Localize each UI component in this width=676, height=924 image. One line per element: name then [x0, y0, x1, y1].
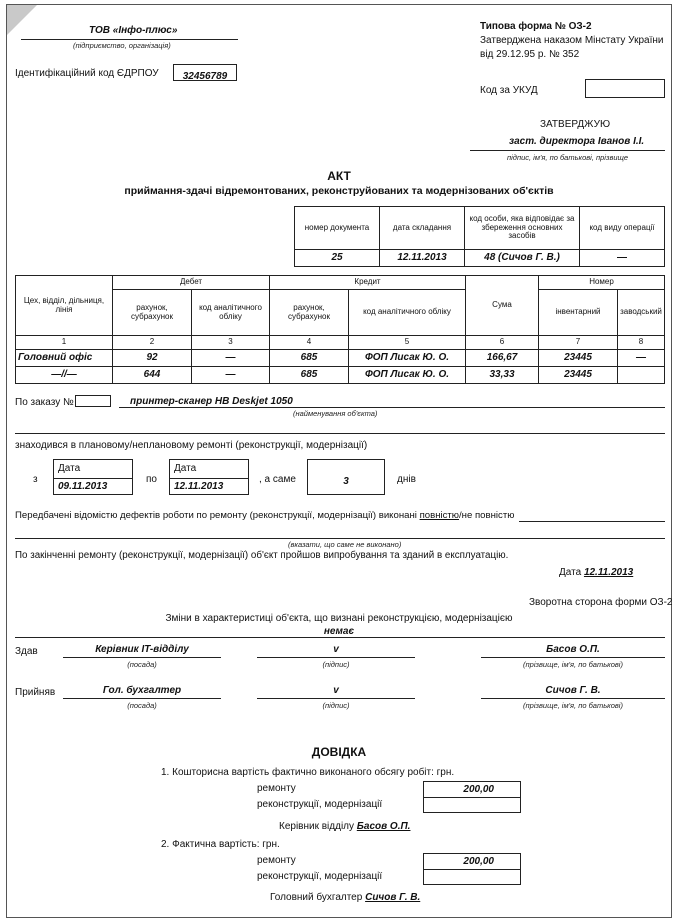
period-from-date: 09.11.2013 [58, 481, 108, 492]
table-cell: Головний офіс [16, 350, 113, 367]
handed-name: Басов О.П. [546, 644, 600, 655]
handed-sign-caption: (підпис) [322, 660, 350, 669]
reference-accountant-name: Сичов Г. В. [365, 892, 421, 903]
col-num: 5 [349, 336, 466, 350]
docinfo-number: 25 [295, 250, 380, 267]
accepted-sign: v [333, 685, 339, 696]
date-line [559, 567, 633, 578]
defects-caption: (вказати, що саме не виконано) [288, 540, 402, 549]
handed-name-caption: (прізвище, ім'я, по батькові) [523, 660, 623, 669]
period-from-field[interactable] [53, 459, 133, 495]
table-row [16, 367, 665, 384]
reference-head [279, 821, 410, 832]
accepted-name: Сичов Г. В. [545, 685, 601, 696]
reference-repair-label: ремонту [257, 783, 296, 794]
col-num: 8 [618, 336, 665, 350]
period-days-field[interactable] [307, 459, 385, 495]
reference-head-name: Басов О.П. [356, 821, 411, 832]
sum-header: Сума [466, 276, 539, 336]
docinfo-date: 12.11.2013 [380, 250, 465, 267]
reference-value2: 200,00 [463, 856, 494, 867]
debit-header: Дебет [113, 276, 270, 290]
table-cell: ФОП Лисак Ю. О. [349, 367, 466, 384]
act-title: АКТ [327, 169, 351, 183]
date-line-label: Дата [559, 567, 582, 578]
approve-title: ЗАТВЕРДЖУЮ [540, 119, 611, 130]
accepted-label: Прийняв [15, 687, 56, 698]
period-to-date-label: Дата [174, 463, 197, 474]
act-form-page [6, 4, 672, 918]
repair-text: знаходився в плановому/неплановому ремонті (реконструкції, модернізації) [15, 440, 368, 451]
table-cell [618, 367, 665, 384]
approve-caption: підпис, ім'я, по батькові, прізвище [507, 153, 629, 162]
form-date: від 29.12.95 р. № 352 [480, 49, 580, 60]
period-from-date-label: Дата [58, 463, 81, 474]
credit-account-header: рахунок, субрахунок [270, 290, 349, 336]
edrpou-field[interactable] [173, 64, 237, 81]
table-cell: ФОП Лисак Ю. О. [349, 350, 466, 367]
table-cell: 92 [113, 350, 192, 367]
table-cell: — [192, 350, 270, 367]
reference-recon-label-2: реконструкції, модернізації [257, 871, 383, 882]
docinfo-person: 48 (Сичов Г. В.) [465, 250, 580, 267]
period-to-field[interactable] [169, 459, 249, 495]
table-cell: 685 [270, 350, 349, 367]
table-cell: 23445 [539, 367, 618, 384]
period-to-label: по [146, 474, 157, 485]
form-approved: Затверджена наказом Мінстату України [480, 35, 664, 46]
accepted-position-caption: (посада) [127, 701, 157, 710]
accepted-position: Гол. бухгалтер [102, 685, 182, 696]
handed-sign: v [333, 644, 339, 655]
order-object: принтер-сканер HB Deskjet 1050 [130, 396, 293, 407]
order-number-field[interactable] [75, 395, 111, 407]
reference-value1: 200,00 [463, 784, 494, 795]
table-cell: 644 [113, 367, 192, 384]
col-num: 6 [466, 336, 539, 350]
completion-text: По закінченні ремонту (реконструкції, модернізації) об'єкт пройшов випробування та зданий в експлуатацію. [15, 550, 509, 561]
handed-position: Керівник IT-відділу [95, 644, 189, 655]
approve-person: заст. директора Іванов І.І. [509, 136, 645, 147]
reference-value2-field[interactable] [423, 853, 521, 885]
period-days-label: днів [397, 474, 416, 485]
act-subtitle: приймання-здачі відремонтованих, реконструйованих та модернізованих об'єктів [124, 185, 554, 197]
docinfo-header-operation: код виду операції [580, 207, 665, 250]
handed-position-caption: (посада) [127, 660, 157, 669]
reference-value1-field[interactable] [423, 781, 521, 813]
changes-value: немає [323, 626, 355, 637]
docinfo-header-person: код особи, яка відповідає за збереження основних засобів [465, 207, 580, 250]
table-cell: — [192, 367, 270, 384]
credit-header: Кредит [270, 276, 466, 290]
changes-text: Зміни в характеристиці об'єкта, що визнані реконструкцією, модернізацією [165, 613, 513, 624]
reference-title: ДОВІДКА [311, 745, 367, 759]
defects-line [15, 510, 514, 521]
reverse-side-label: Зворотна сторона форми ОЗ-2 [529, 597, 673, 608]
edrpou-value: 32456789 [182, 71, 228, 82]
accepted-name-caption: (прізвище, ім'я, по батькові) [523, 701, 623, 710]
page-fold-corner [7, 5, 37, 35]
table-cell: 166,67 [466, 350, 539, 367]
table-cell: 23445 [539, 350, 618, 367]
table-cell: —//— [16, 367, 113, 384]
defects-not-full: /не повністю [459, 510, 515, 521]
debit-account-header: рахунок, субрахунок [113, 290, 192, 336]
accounts-table [15, 275, 665, 384]
date-line-value: 12.11.2013 [583, 567, 634, 578]
debit-analytic-header: код аналітичного обліку [192, 290, 270, 336]
table-cell: 685 [270, 367, 349, 384]
period-days: 3 [343, 476, 349, 487]
period-to-date: 12.11.2013 [174, 481, 224, 492]
org-caption: (підприємство, організація) [73, 41, 171, 50]
col-num: 1 [16, 336, 113, 350]
reference-recon-label: реконструкції, модернізації [257, 799, 383, 810]
order-caption: (найменування об'єкта) [293, 409, 378, 418]
reference-item1: 1. Кошторисна вартість фактично виконаного обсягу робіт: грн. [161, 767, 455, 778]
reference-head-label: Керівник відділу [279, 821, 355, 832]
order-label: По заказу № [15, 397, 74, 408]
table-row [16, 350, 665, 367]
org-name: ТОВ «Інфо-плюс» [89, 25, 178, 36]
col-num: 4 [270, 336, 349, 350]
reference-accountant-label: Головний бухгалтер [270, 892, 363, 903]
col-num: 7 [539, 336, 618, 350]
form-type: Типова форма № ОЗ-2 [480, 21, 592, 32]
period-same-label: , а саме [259, 474, 296, 485]
defects-text: Передбачені відомістю дефектів роботи по ремонту (реконструкції, модернізації) виконані [15, 510, 417, 521]
factory-header: заводський [618, 290, 665, 336]
handed-label: Здав [15, 646, 38, 657]
col-unit-header: Цех, відділ, дільниця, лінія [16, 276, 113, 336]
docinfo-operation: — [580, 250, 665, 267]
table-cell: — [618, 350, 665, 367]
docinfo-header-date: дата складання [380, 207, 465, 250]
ukud-label: Код за УКУД [480, 85, 538, 96]
reference-repair-label-2: ремонту [257, 855, 296, 866]
col-num: 3 [192, 336, 270, 350]
document-info-table [294, 206, 665, 267]
docinfo-header-number: номер документа [295, 207, 380, 250]
edrpou-label: Ідентифікаційний код ЄДРПОУ [15, 68, 159, 79]
table-cell: 33,33 [466, 367, 539, 384]
ukud-field[interactable] [585, 79, 665, 98]
inventory-header: інвентарний [539, 290, 618, 336]
col-num: 2 [113, 336, 192, 350]
credit-analytic-header: код аналітичного обліку [349, 290, 466, 336]
period-from-label: з [33, 474, 38, 485]
accepted-sign-caption: (підпис) [322, 701, 350, 710]
defects-full: повністю [419, 510, 460, 521]
number-header: Номер [539, 276, 665, 290]
reference-accountant [270, 892, 420, 903]
reference-item2: 2. Фактична вартість: грн. [161, 839, 280, 850]
